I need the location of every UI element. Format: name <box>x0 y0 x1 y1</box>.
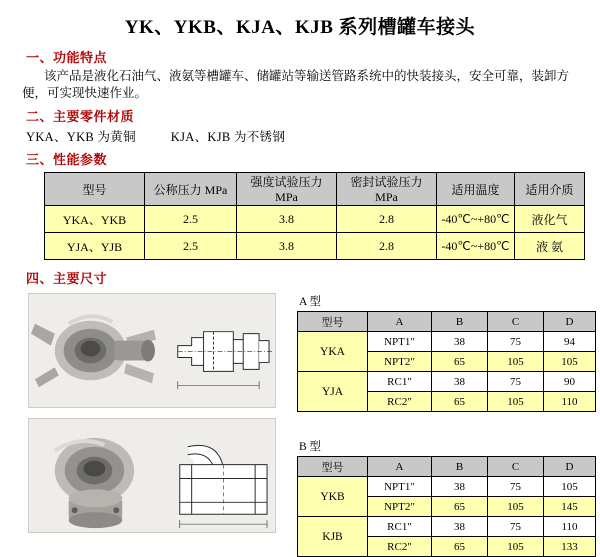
materials-left: YKA、YKB 为黄铜 <box>26 130 136 144</box>
dim-b-cell: RC2" <box>368 537 432 557</box>
perf-cell: -40℃~+80℃ <box>437 233 515 260</box>
dim-b-cell: RC1" <box>368 517 432 537</box>
perf-cell: 2.5 <box>145 233 237 260</box>
dim-b-cell: 105 <box>488 537 544 557</box>
dim-b-header-cell: 型号 <box>298 457 368 477</box>
dim-b-model: KJB <box>298 517 368 557</box>
dim-b-header-cell: A <box>368 457 432 477</box>
dim-a-cell: 38 <box>432 372 488 392</box>
table-row <box>45 233 585 260</box>
dim-b-cell: 75 <box>488 477 544 497</box>
perf-cell: 2.5 <box>145 206 237 233</box>
table-gap <box>297 412 597 438</box>
perf-header-cell: 公称压力 MPa <box>145 173 237 206</box>
table-header-row <box>45 173 585 206</box>
dim-b-cell: 38 <box>432 517 488 537</box>
table-header-row <box>298 457 596 477</box>
dim-a-cell: 38 <box>432 332 488 352</box>
section-heading-performance: 三、性能参数 <box>26 152 108 167</box>
perf-cell: 液 氨 <box>515 233 585 260</box>
dim-a-header-cell: D <box>544 312 596 332</box>
dim-b-cell: 65 <box>432 497 488 517</box>
dim-a-cell: 75 <box>488 372 544 392</box>
dimension-table-b <box>297 456 596 557</box>
perf-cell: 2.8 <box>337 233 437 260</box>
document-page <box>0 12 600 553</box>
table-row <box>298 332 596 352</box>
dim-a-header-cell: A <box>368 312 432 332</box>
dim-b-cell: NPT1" <box>368 477 432 497</box>
dim-b-header-cell: C <box>488 457 544 477</box>
dim-a-header-cell: 型号 <box>298 312 368 332</box>
page-title: YK、YKB、KJA、KJB 系列槽罐车接头 <box>124 17 476 38</box>
dim-b-cell: 75 <box>488 517 544 537</box>
section-features-text: 该产品是液化石油气、液氨等槽罐车、储罐站等输送管路系统中的快装接头，安全可靠，装卸方便，可实现快速作业。 <box>22 69 570 100</box>
perf-cell: 2.8 <box>337 206 437 233</box>
section-heading-materials: 二、主要零件材质 <box>26 109 135 124</box>
perf-header-cell: 密封试验压力 MPa <box>337 173 437 206</box>
dim-a-cell: 105 <box>488 392 544 412</box>
dimension-tables-column <box>297 293 597 557</box>
perf-header-cell: 适用介质 <box>515 173 585 206</box>
dim-a-model: YJA <box>298 372 368 412</box>
perf-cell: 3.8 <box>237 206 337 233</box>
section-heading-dimensions: 四、主要尺寸 <box>26 271 108 286</box>
materials-right: KJA、KJB 为不锈钢 <box>170 130 286 144</box>
dim-b-cell: 145 <box>544 497 596 517</box>
dim-b-header-cell: D <box>544 457 596 477</box>
dim-b-cell: 65 <box>432 537 488 557</box>
type-b-label: B 型 <box>299 441 322 453</box>
dim-b-cell: 38 <box>432 477 488 497</box>
dim-a-cell: NPT1" <box>368 332 432 352</box>
dim-b-cell: NPT2" <box>368 497 432 517</box>
dim-a-cell: 65 <box>432 352 488 372</box>
image-column <box>28 293 278 533</box>
dim-b-header-cell: B <box>432 457 488 477</box>
dim-b-cell: 110 <box>544 517 596 537</box>
table-header-row <box>298 312 596 332</box>
table-row <box>298 477 596 497</box>
dim-a-cell: 65 <box>432 392 488 412</box>
section-heading-features: 一、功能特点 <box>26 50 108 65</box>
dim-a-model: YKA <box>298 332 368 372</box>
dim-b-model: YKB <box>298 477 368 517</box>
dim-b-cell: 133 <box>544 537 596 557</box>
perf-cell: YJA、YJB <box>45 233 145 260</box>
dim-a-cell: NPT2" <box>368 352 432 372</box>
materials-line <box>26 127 586 145</box>
dim-a-cell: 75 <box>488 332 544 352</box>
dim-a-header-cell: B <box>432 312 488 332</box>
dim-a-cell: RC1" <box>368 372 432 392</box>
perf-header-cell: 型号 <box>45 173 145 206</box>
dim-a-cell: 105 <box>488 352 544 372</box>
perf-cell: 液化气 <box>515 206 585 233</box>
table-row <box>298 517 596 537</box>
coupling-photo-a-graphic <box>29 294 275 408</box>
table-row <box>298 372 596 392</box>
dim-a-header-cell: C <box>488 312 544 332</box>
dim-a-cell: 105 <box>544 352 596 372</box>
dim-b-cell: 105 <box>544 477 596 497</box>
dim-b-cell: 105 <box>488 497 544 517</box>
perf-header-cell: 适用温度 <box>437 173 515 206</box>
perf-cell: 3.8 <box>237 233 337 260</box>
performance-table <box>44 172 585 260</box>
perf-header-cell: 强度试验压力 MPa <box>237 173 337 206</box>
dim-a-cell: 90 <box>544 372 596 392</box>
table-row <box>45 206 585 233</box>
perf-cell: -40℃~+80℃ <box>437 206 515 233</box>
dim-a-cell: RC2" <box>368 392 432 412</box>
coupling-photo-a <box>28 293 276 408</box>
type-a-label: A 型 <box>299 296 322 308</box>
perf-cell: YKA、YKB <box>45 206 145 233</box>
dimension-table-a <box>297 311 596 412</box>
dim-a-cell: 110 <box>544 392 596 412</box>
dim-a-cell: 94 <box>544 332 596 352</box>
